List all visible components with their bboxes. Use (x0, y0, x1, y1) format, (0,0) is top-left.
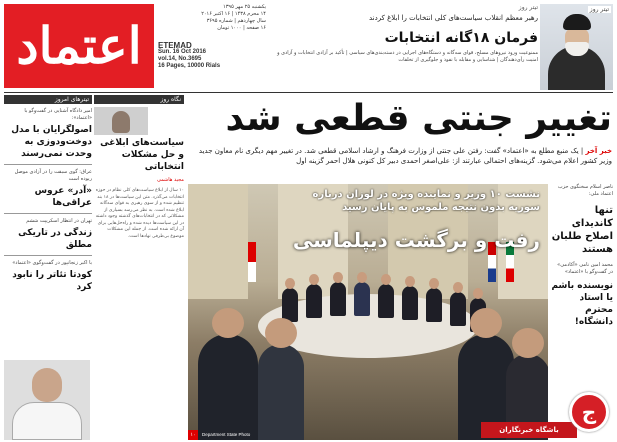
leader-photo-tag: تیتر روز (589, 6, 609, 13)
app-logo-icon: ج (569, 392, 609, 432)
date-latin: Sun. 16 Oct 2016 (158, 49, 207, 55)
top-story-kicker: رهبر معظم انقلاب سیاست‌های کلی انتخابات را ابلاغ کردند (368, 14, 538, 22)
photo-credit: Department State Photo (202, 432, 251, 437)
headlines-section-title: تیتر‌های امروز (4, 95, 92, 104)
page-reference: ۱۰ (188, 430, 198, 440)
issue-info (158, 4, 266, 90)
author-portrait (94, 107, 148, 135)
photo-headline[interactable]: رفت و برگشت دیپلماسی (292, 228, 540, 252)
top-story-body: ممنوعیت ورود نیروهای مسلح، قوای سه‌گانه و دستگاه‌های اجرایی در دسته‌بندی‌های سیاسی | تأکید بر آزادی انتخابات و آزادی و امنیت رأی‌دهندگان | شناسایی و مقابله با نفوذ و جلوگیری از تخلفات (277, 50, 538, 63)
left-story-1-headline[interactable]: اصولگرایان با مدل دوخت‌ودوزی به وحدت نمی‌رسند (11, 125, 92, 159)
left-story-1-snippet: امیر دادگاه آشنایی در گفت‌وگو با «اعتماد»: (24, 108, 92, 121)
opinion-body: ۱۰ سال از ابلاغ سیاست‌های کلی نظام در حوزه انتخابات می‌گذرد. متن این سیاست‌ها در ۱۸ بند تنظیم شده و از سوی رهبری به قوای سه‌گانه ابلاغ شده است. به نظر می‌رسد بسیاری از مشکلاتی که در انتخابات‌های گذشته وجود داشته در این سیاست‌ها دیده شده و راه‌حل‌هایی برای آن ارائه شده است. از جمله این مشکلات موضوع بی‌طرفی نهادها است. (95, 188, 184, 239)
opinion-headline[interactable]: سیاست‌های ابلاغی و حل مشکلات انتخاباتی (100, 138, 184, 172)
opinion-author: مجید هاشمی (156, 177, 184, 183)
newspaper-logo[interactable]: اعتماد (4, 4, 154, 88)
main-headline[interactable]: تغییر جنتی قطعی شد (225, 98, 612, 139)
divider (4, 164, 92, 165)
pages-latin: 16 Pages, 10000 Rials (158, 63, 221, 69)
left-story-4-headline[interactable]: کودتا تئاتر را نابود کرد (12, 270, 92, 292)
left-story-3-snippet: تهران در انتظار اسکریپت ششم (26, 218, 92, 224)
lead-rubric: خبر آخر (585, 147, 612, 155)
newspaper-name-latin: ETEMAD (158, 41, 192, 50)
date-persian: یکشنبه ۲۵ مهر ۱۳۹۵ (223, 4, 266, 10)
issue-number: سال چهاردهم | شماره ۳۶۹۵ (206, 18, 266, 24)
date-hijri: ۱۴ محرم ۱۴۳۸ | ۱۶ اکتبر ۲۰۱۶ (201, 11, 266, 17)
lead-paragraph (188, 146, 612, 178)
right-story-2-headline[interactable]: نویسنده باشم یا استاد محترم دانشگاه! (551, 281, 613, 327)
divider (4, 255, 92, 256)
lead-text: | یک منبع مطلع به «اعتماد» گفت: رفتن علی جنتی از وزارت فرهنگ و ارشاد اسلامی قطعی شد. در تغییر مهم دیگری نام معاون جدید وزیر کشور اعلام می‌شود. گزینه‌های احتمالی عبارتند از: علی‌اصغر احمدی دبیر کل کنونی هلال احمر گزینه اول (198, 147, 612, 165)
right-story-2-kicker: محمد امین نامی «آکادمی» در گفت‌وگو با «اعتماد» (557, 262, 613, 275)
top-story-headline[interactable]: فرمان ۱۸گانه انتخابات (384, 30, 538, 46)
left-story-3-headline[interactable]: زندگی در تاریکی مطلق (18, 228, 92, 250)
app-badge[interactable] (481, 390, 613, 438)
opinion-column (94, 95, 184, 440)
left-story-4[interactable] (4, 260, 92, 293)
issue-latin: vol.14, No.3695 (158, 56, 202, 62)
page-count: ۱۶ صفحه | ۱۰۰۰ تومان (217, 25, 266, 31)
masthead-divider (4, 92, 613, 93)
left-story-3[interactable] (4, 218, 92, 251)
top-story[interactable] (268, 4, 538, 90)
left-story-2-snippet: عراق: گوی سبقت را در آزادی موصل ربوده است (14, 169, 92, 182)
right-story-1-kicker: ناصر اسلام سخنگوی حزب اعتماد ملی: (557, 184, 613, 197)
left-story-2[interactable] (4, 169, 92, 209)
interview-photo (4, 360, 90, 440)
left-story-4-snippet: با اکبر زنجانپور در گفت‌وگوی «اعتماد» (12, 260, 92, 266)
right-story-1-headline[interactable]: تنها کاندیدای اصلاح طلبان هستند (551, 205, 613, 255)
leader-photo (540, 4, 613, 90)
left-story-2-headline[interactable]: «آدر» عروس عراقی‌ها (34, 186, 92, 208)
top-story-rubric: تیتر روز (518, 4, 538, 11)
opinion-section-title: نگاه روز (94, 95, 184, 104)
badge-label: باشگاه خبرنگاران (481, 422, 577, 438)
left-story-1[interactable] (4, 108, 92, 160)
photo-kicker: نشست ۱۰ وزیر و نماینده ویژه در لوزان درباره سوریه بدون نتیجه ملموس به پایان رسید (312, 189, 540, 213)
divider (4, 213, 92, 214)
